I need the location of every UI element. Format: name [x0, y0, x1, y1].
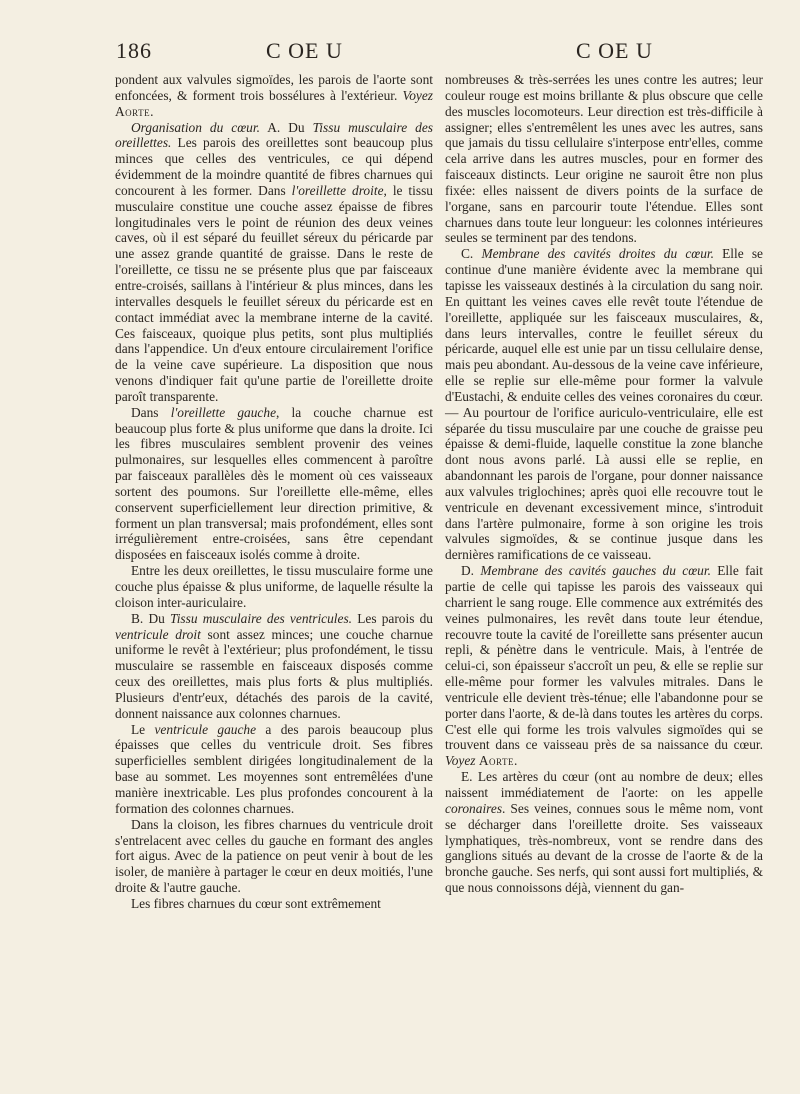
- subsection-heading: Tissu musculaire des ventricules.: [170, 610, 353, 626]
- paragraph: Entre les deux oreillettes, le tissu musculaire forme une couche plus épaisse & plus uniforme, de laquelle résulte la cloison inter-auriculaire.: [115, 563, 433, 610]
- paragraph-text: , le tissu musculaire constitue une couche assez épaisse de fibres longitudinales vers le point de réunion des deux veines caves, où il est séparé du feuillet séreux du péricarde par une assez grande quantité de graisse. Dans le reste de l'oreillette, ce tissu ne se présente plus que par faisceaux entre-croisés, saillans à l'intérieur & plus minces, dans les intervalles desquels le feuillet séreux du péricarde est en contact immédiat avec la membrane interne de la cavité. Ces faisceaux, quoique plus petits, sont plus multipliés dans l'appendice. Un d'eux entoure circulairement l'orifice de la veine cave supérieure. La disposition que nous venons d'indiquer fait qu'une partie de l'oreillette droite paroît transparente.: [115, 182, 433, 404]
- paragraph-text: Elle fait partie de celle qui tapisse les parois des vaisseaux qui charrient le sang rouge. Elle commence aux extrémités des veines pulmonaires, les revêt dans toute leur étendue, recouvre toute la cavité de l'oreillette sans présenter aucun repli, & pénètre dans le ventricule. Mais, à l'entrée de celui-ci, son épaisseur s'accroît un peu, & elle se replie sur elle-même pour former les valvules mitrales. Dans le ventricule elle devient très-ténue; elle l'abandonne pour se porter dans l'aorte, & de-là dans toutes les artères du corps. C'est elle qui forme les trois valvules sigmoïdes qui se trouvent dans ce vaisseau près de sa naissance du cœur.: [445, 563, 763, 753]
- paragraph-text: Le: [131, 721, 155, 737]
- subsection-heading: Membrane des cavités droites du cœur.: [481, 246, 714, 262]
- paragraph: [115, 405, 433, 563]
- paragraph: [115, 120, 433, 405]
- paragraph-text: B. Du: [131, 610, 170, 626]
- paragraph-text: Les parois des oreillettes sont beaucoup plus minces que celles des ventricules, ce qui dépend évidemment de la moindre quantité de fibres charnues qui concourent à les former. Dans: [115, 135, 433, 198]
- emphasized-term: l'oreillette droite: [291, 182, 384, 198]
- emphasized-term: ventricule droit: [115, 626, 201, 642]
- paragraph: [115, 611, 433, 722]
- subsection-heading: Membrane des cavités gauches du cœur.: [480, 563, 711, 579]
- see-also-label: Voyez: [445, 753, 476, 769]
- paragraph-text: Les parois du: [352, 610, 434, 626]
- paragraph-text: , la couche charnue est beaucoup plus forte & plus uniforme que dans la droite. Ici les fibres musculaires semblent provenir des veines pulmonaires, sur lesquelles elles commencent à paroître par faisceaux parallèles dès le moment où ces vaisseaux sortent des poumons. Sur l'oreillette elle-même, elles conservent superficiellement leur direction primitive, & forment un plan transversal; mais profondément, elles sont irrégulièrement entre-croisées, sans être cependant disposées en faisceaux isolés comme à droite.: [115, 404, 433, 563]
- page-number: 186: [116, 38, 152, 63]
- paragraph: nombreuses & très-serrées les unes contre les autres; leur couleur rouge est moins brillante & plus obscure que celle des muscles locomoteurs. Leur direction est très-difficile à assigner; elles s'entremêlent les unes avec les autres, sans que jamais du tissu cellulaire s'interpose entr'elles, comme cela arrive dans les autres muscles, pour en former des faisceaux distincts. Leur origine ne sauroit être non plus fixée: elles naissent de divers points de la surface de l'organe, sans en parcourir toute l'étendue. Elles sont charnues dans toute leur longueur: les colonnes intérieures seules se terminent par des tendons.: [445, 72, 763, 246]
- paragraph-text: . Ses veines, connues sous le même nom, vont se décharger dans l'oreillette droite. Ses vaisseaux lymphatiques, très-nombreux, vont se rendre dans des ganglions situés au devant de la crosse de l'aorte & de la bronche gauche. Ses nerfs, qui sont aussi fort multipliés, & que nous connoissons déjà, viennent du gan-: [445, 800, 763, 896]
- paragraph: [445, 563, 763, 769]
- paragraph-text: E. Les artères du cœur (ont au nombre de deux; elles naissent immédiatement de l'aorte: on les appelle: [445, 769, 763, 800]
- section-heading: Organisation du cœur.: [131, 119, 260, 135]
- paragraph-text: sont assez minces; une couche charnue uniforme le revêt à l'extérieur; plus profondément, le tissu musculaire se rassemble en faisceaux disposés comme ceux des oreillettes, mais plus forts & plus multipliés. Plusieurs d'entr'eux, détachés des parois de la cavité, donnent naissance aux colonnes charnues.: [115, 626, 433, 721]
- paragraph: [445, 769, 763, 896]
- left-text-column: [115, 72, 433, 912]
- emphasized-term: l'oreillette gauche: [170, 404, 277, 420]
- see-also-label: Voyez: [402, 87, 433, 103]
- running-header: [116, 38, 756, 66]
- subsection-heading: Tissu musculaire des oreillettes.: [115, 119, 433, 151]
- paragraph-text: a des parois beaucoup plus épaisses que celles du ventricule droit. Ses fibres superficielles semblent dirigées longitudinalement de la base au sommet. Les moyennes sont entremêlées d'une manière inextricable. Les plus profondes concourent à la formation des colonnes charnues.: [115, 721, 433, 816]
- emphasized-term: coronaires: [445, 800, 503, 816]
- paragraph-text: C.: [461, 246, 482, 262]
- paragraph-text: Dans: [131, 404, 171, 420]
- right-text-column: [445, 72, 763, 896]
- paragraph: [445, 246, 763, 563]
- cross-reference-link[interactable]: Aorte: [115, 103, 151, 119]
- paragraph: [115, 72, 433, 120]
- paragraph: Dans la cloison, les fibres charnues du ventricule droit s'entrelacent avec celles du gauche en formant des angles fort aigus. Avec de la patience on peut venir à bout de les isoler, de manière à partager le cœur en deux moitiés, l'une droite & l'autre gauche.: [115, 816, 433, 896]
- paragraph-text: A. Du: [259, 119, 313, 135]
- paragraph-text: .: [514, 753, 518, 769]
- paragraph-text: D.: [461, 563, 481, 579]
- paragraph-text: Elle se continue d'une manière évidente avec la membrane qui tapisse les vaisseaux destinés à la circulation du sang noir. En quittant les veines caves elle revêt toute l'étendue de l'oreillette, appliquée sur les faisceaux musculaires, &, dans leurs intervalles, contre le feuillet séreux du péricarde, auquel elle est unie par un tissu cellulaire dense, mais peu abondant. Au-dessous de la veine cave inférieure, elle se replie sur elle-même pour former la valvule d'Eustachi, & enduite celles des veines coronaires du cœur. — Au pourtour de l'orifice auriculo-ventriculaire, elle est séparée du tissu musculaire par une couche de graisse peu épaisse & demi-fluide, laquelle constitue la zone blanche dont nous avons parlé. Là aussi elle se replie, en abandonnant les parois de l'organe, pour donner naissance aux valvules triglochines; après quoi elle recouvre tout le ventricule en devenant excessivement mince, s'introduit dans l'artère pulmonaire, forme à son origine les trois valvules sigmoïdes, & se continue jusque dans les dernières ramifications de ce vaisseau.: [445, 246, 763, 563]
- paragraph-text: pondent aux valvules sigmoïdes, les parois de l'aorte sont enfoncées, & forment trois bossélures à l'extérieur.: [115, 72, 433, 103]
- paragraph: [115, 722, 433, 817]
- paragraph: Les fibres charnues du cœur sont extrêmement: [131, 895, 381, 911]
- cross-reference-link[interactable]: Aorte: [478, 753, 514, 769]
- right-running-title: C OE U: [576, 38, 653, 63]
- paragraph-text: .: [150, 103, 154, 119]
- left-running-title: C OE U: [266, 38, 343, 63]
- emphasized-term: ventricule gauche: [154, 721, 257, 737]
